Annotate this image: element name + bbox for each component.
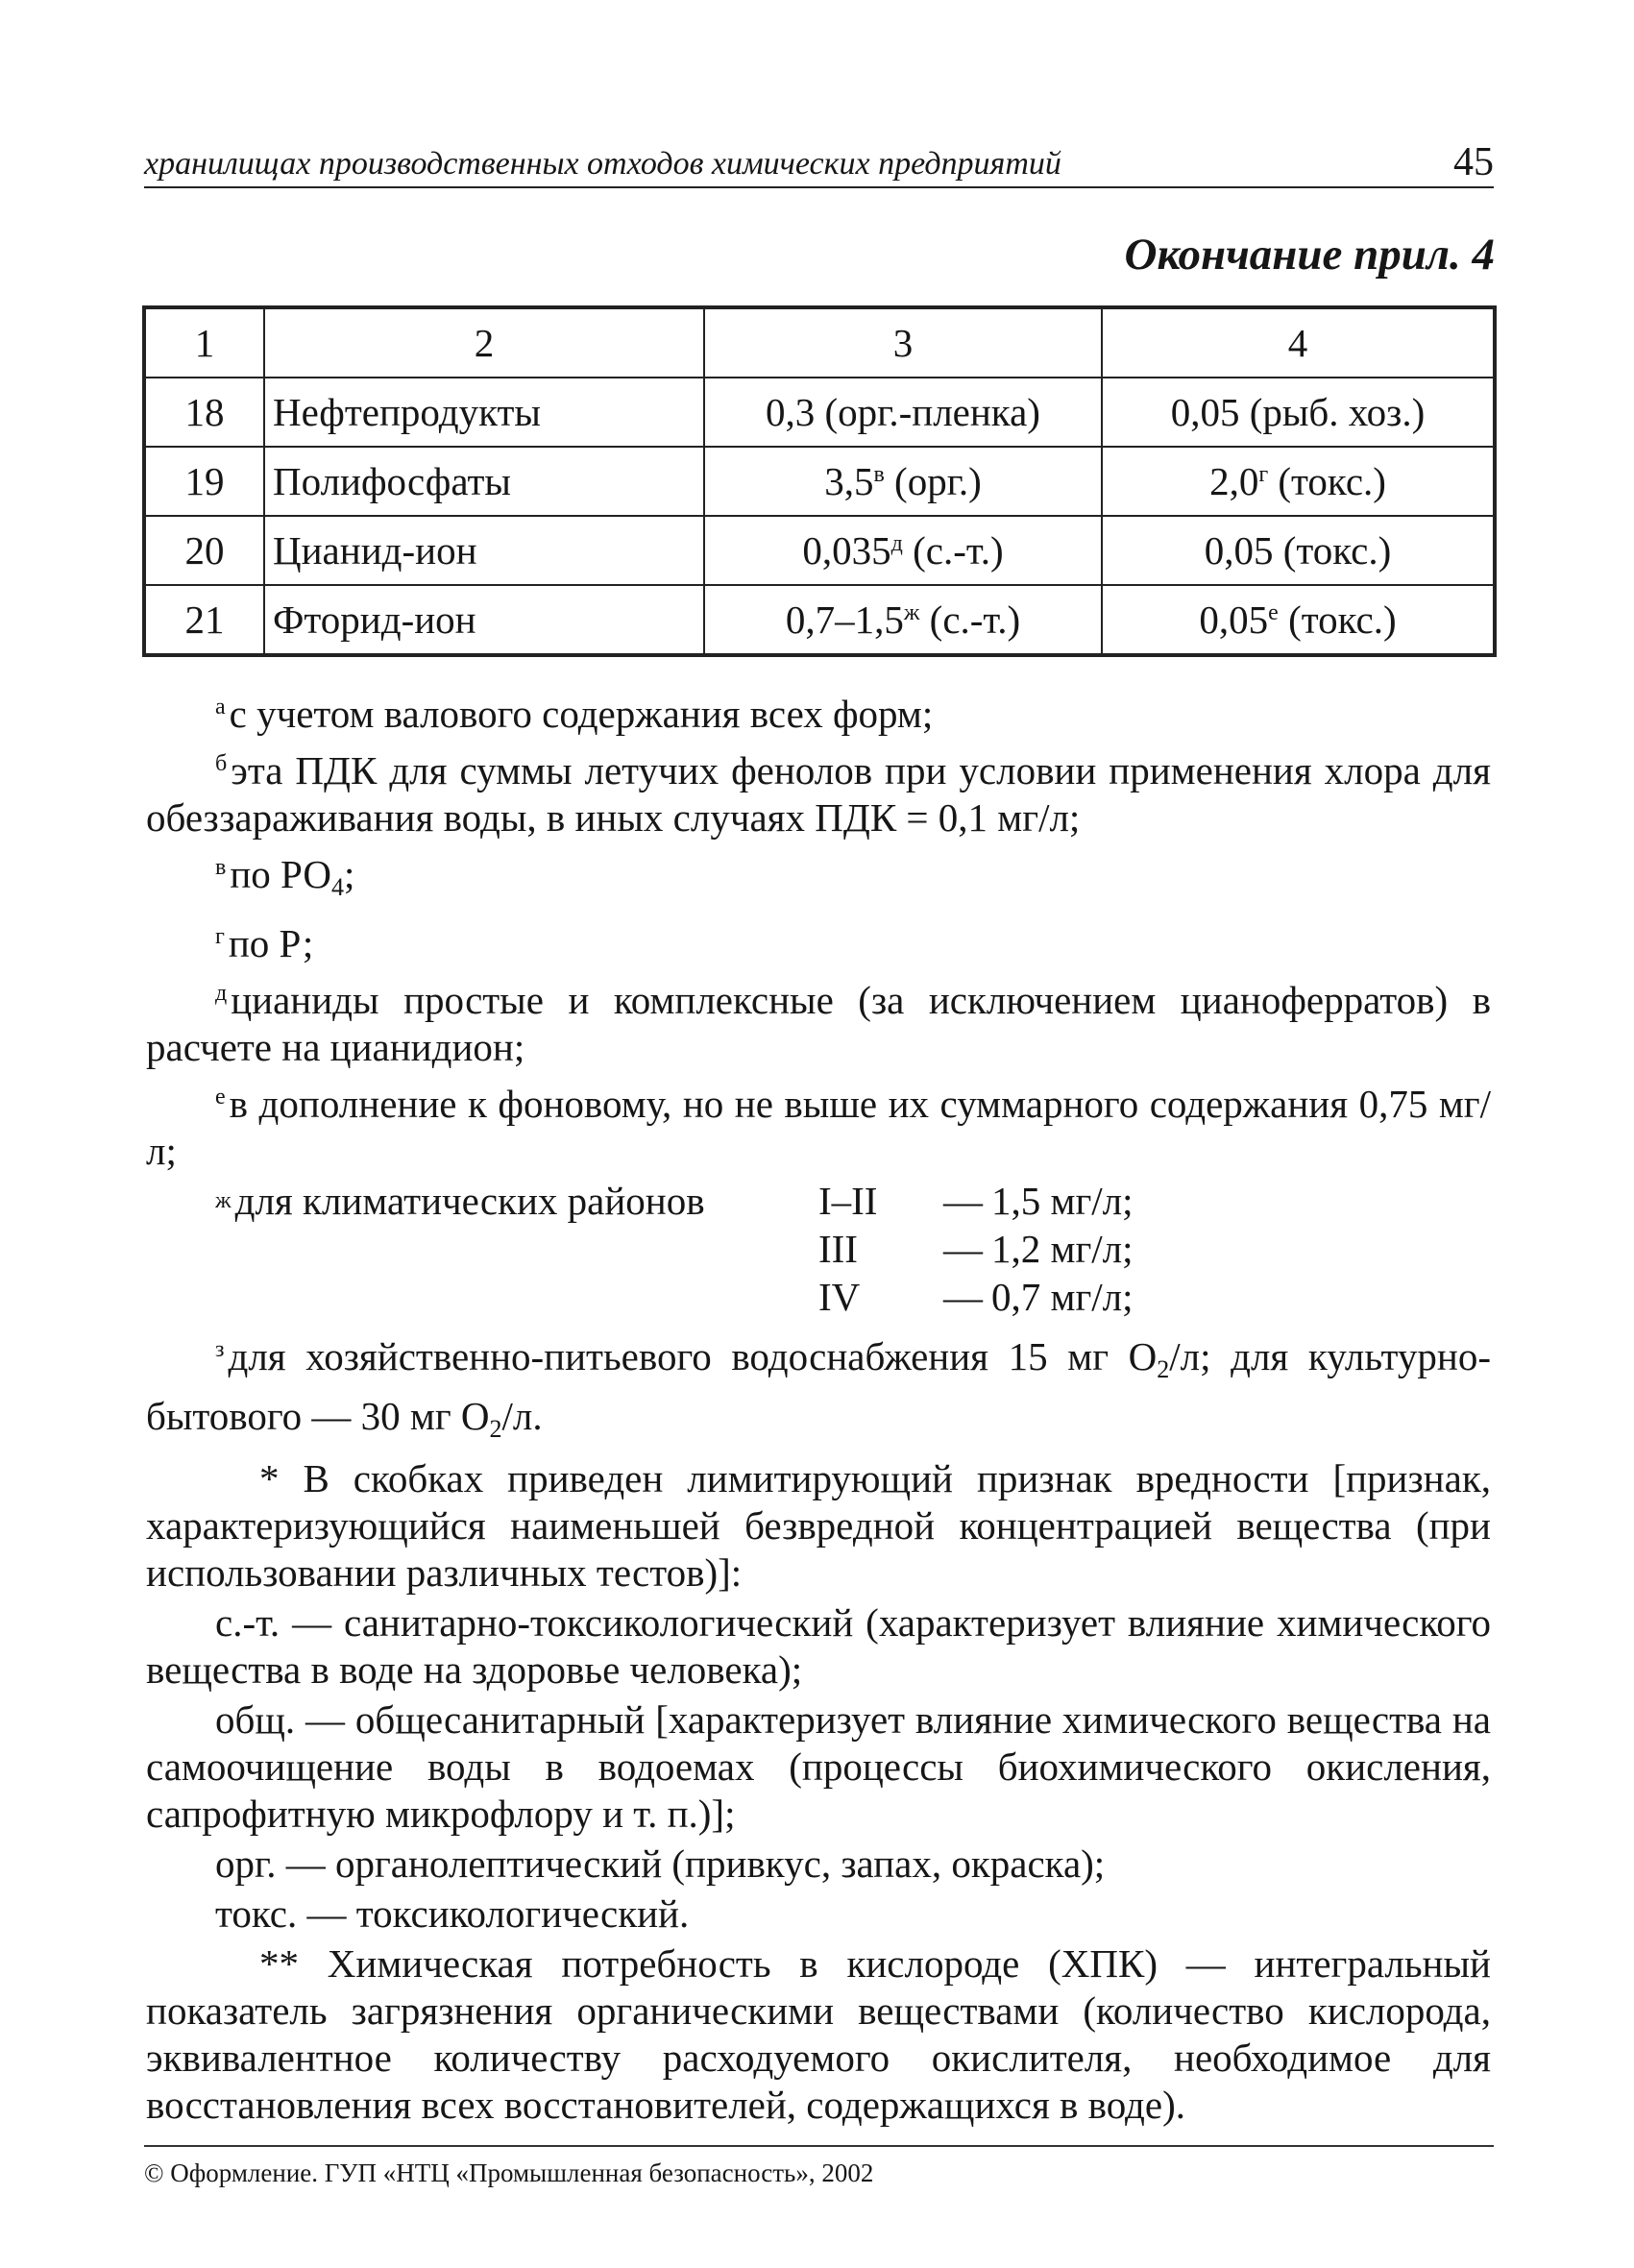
table-row (144, 378, 1495, 447)
row-number: 21 (144, 585, 264, 655)
limit-value: $2,0^г$ (токс.) (1102, 447, 1495, 516)
limit-value: $0,05^е$ (токс.) (1102, 585, 1495, 655)
column-header: 1 (144, 307, 264, 378)
footnote-zh-climate (146, 1178, 1491, 1324)
limits-table (142, 305, 1497, 657)
table-row (144, 585, 1495, 655)
note-double-star: ** Химическая потребность в кислороде (ХПК) — интегральный показатель загрязнения органическими веществами (количество кислорода, эквивалентное количеству расходуемого окислителя, необходимое для восстановления всех восстановителей, содержащихся в воде). (146, 1941, 1491, 2127)
column-header: 2 (264, 307, 704, 378)
limit-value: 0,3 (орг.-пленка) (704, 378, 1102, 447)
table-row (144, 447, 1495, 516)
column-header: 3 (704, 307, 1102, 378)
climate-dash: — (943, 1275, 983, 1319)
substance-name: Нефтепродукты (264, 378, 704, 447)
climate-dash: — (943, 1179, 983, 1223)
note-star: * В скобках приведен лимитирующий признак вредности [признак, характеризующийся наименьшей безвредной концентрацией вещества (при использовании различных тестов)]: (146, 1456, 1491, 1595)
table-row (144, 516, 1495, 585)
copyright-footer: © Оформление. ГУП «НТЦ «Промышленная безопасность», 2002 (144, 2145, 1494, 2188)
row-number: 18 (144, 378, 264, 447)
footnote-g: $^г$по Р; (215, 921, 314, 965)
table-header-row (144, 307, 1495, 378)
note-obsch: общ. — общесанитарный [характеризует влияние химического вещества на самоочищение воды в водоемах (процессы биохимического окисления, сапрофитную микрофлору и т. п.)]; (146, 1697, 1491, 1836)
climate-value: 0,7 мг/л; (991, 1275, 1134, 1319)
note-st: с.-т. — санитарно-токсикологический (характеризует влияние химического вещества в воде на здоровье человека); (146, 1600, 1491, 1692)
limit-value: $3,5^в$ (орг.) (704, 447, 1102, 516)
running-title: хранилищах производственных отходов химических предприятий (144, 146, 1061, 182)
note-org: орг. — органолептический (привкус, запах, окраска); (215, 1841, 1106, 1886)
footnote-v: $^в$по $РО_4$; (215, 852, 355, 901)
substance-name: Цианид-ион (264, 516, 704, 585)
footnote-d: $^д$цианиды простые и комплексные (за исключением цианоферратов) в расчете на цианидион; (146, 978, 1491, 1069)
column-header: 4 (1102, 307, 1495, 378)
limit-value: $0,035^д$ (с.-т.) (704, 516, 1102, 585)
footnote-zh-label: $^ж$ для климатических районов (215, 1179, 705, 1223)
note-toks: токс. — токсикологический. (215, 1891, 690, 1936)
climate-dash: — (943, 1227, 983, 1271)
running-header (144, 142, 1494, 188)
climate-value: 1,5 мг/л; (991, 1179, 1134, 1223)
substance-name: Фторид-ион (264, 585, 704, 655)
table-caption: Окончание прил. 4 (1124, 230, 1495, 280)
row-number: 19 (144, 447, 264, 516)
footnote-b: $^б$эта ПДК для суммы летучих фенолов при условии применения хлора для обеззараживания воды, в иных случаях ПДК = 0,1 мг/л; (146, 748, 1491, 840)
limit-value: $0,7-1,5^ж$ (с.-т.) (704, 585, 1102, 655)
footnotes (146, 684, 1491, 2132)
row-number: 20 (144, 516, 264, 585)
climate-value: 1,2 мг/л; (991, 1227, 1134, 1271)
footnote-z: $^з$для хозяйственно-питьевого водоснабжения 15 мг $O_2/л$; для культурно-бытового — 30 мг $O_2/л$. (146, 1334, 1491, 1443)
climate-region: I–II (818, 1179, 878, 1223)
substance-name: Полифосфаты (264, 447, 704, 516)
footnote-e: $^е$в дополнение к фоновому, но не выше их суммарного содержания 0,75 мг/л; (146, 1082, 1491, 1173)
page-number: 45 (1453, 140, 1494, 184)
footnote-a: $^а$с учетом валового содержания всех форм; (215, 692, 934, 736)
limit-value: 0,05 (рыб. хоз.) (1102, 378, 1495, 447)
climate-region: III (818, 1227, 858, 1271)
limit-value: 0,05 (токс.) (1102, 516, 1495, 585)
climate-region: IV (818, 1275, 861, 1319)
